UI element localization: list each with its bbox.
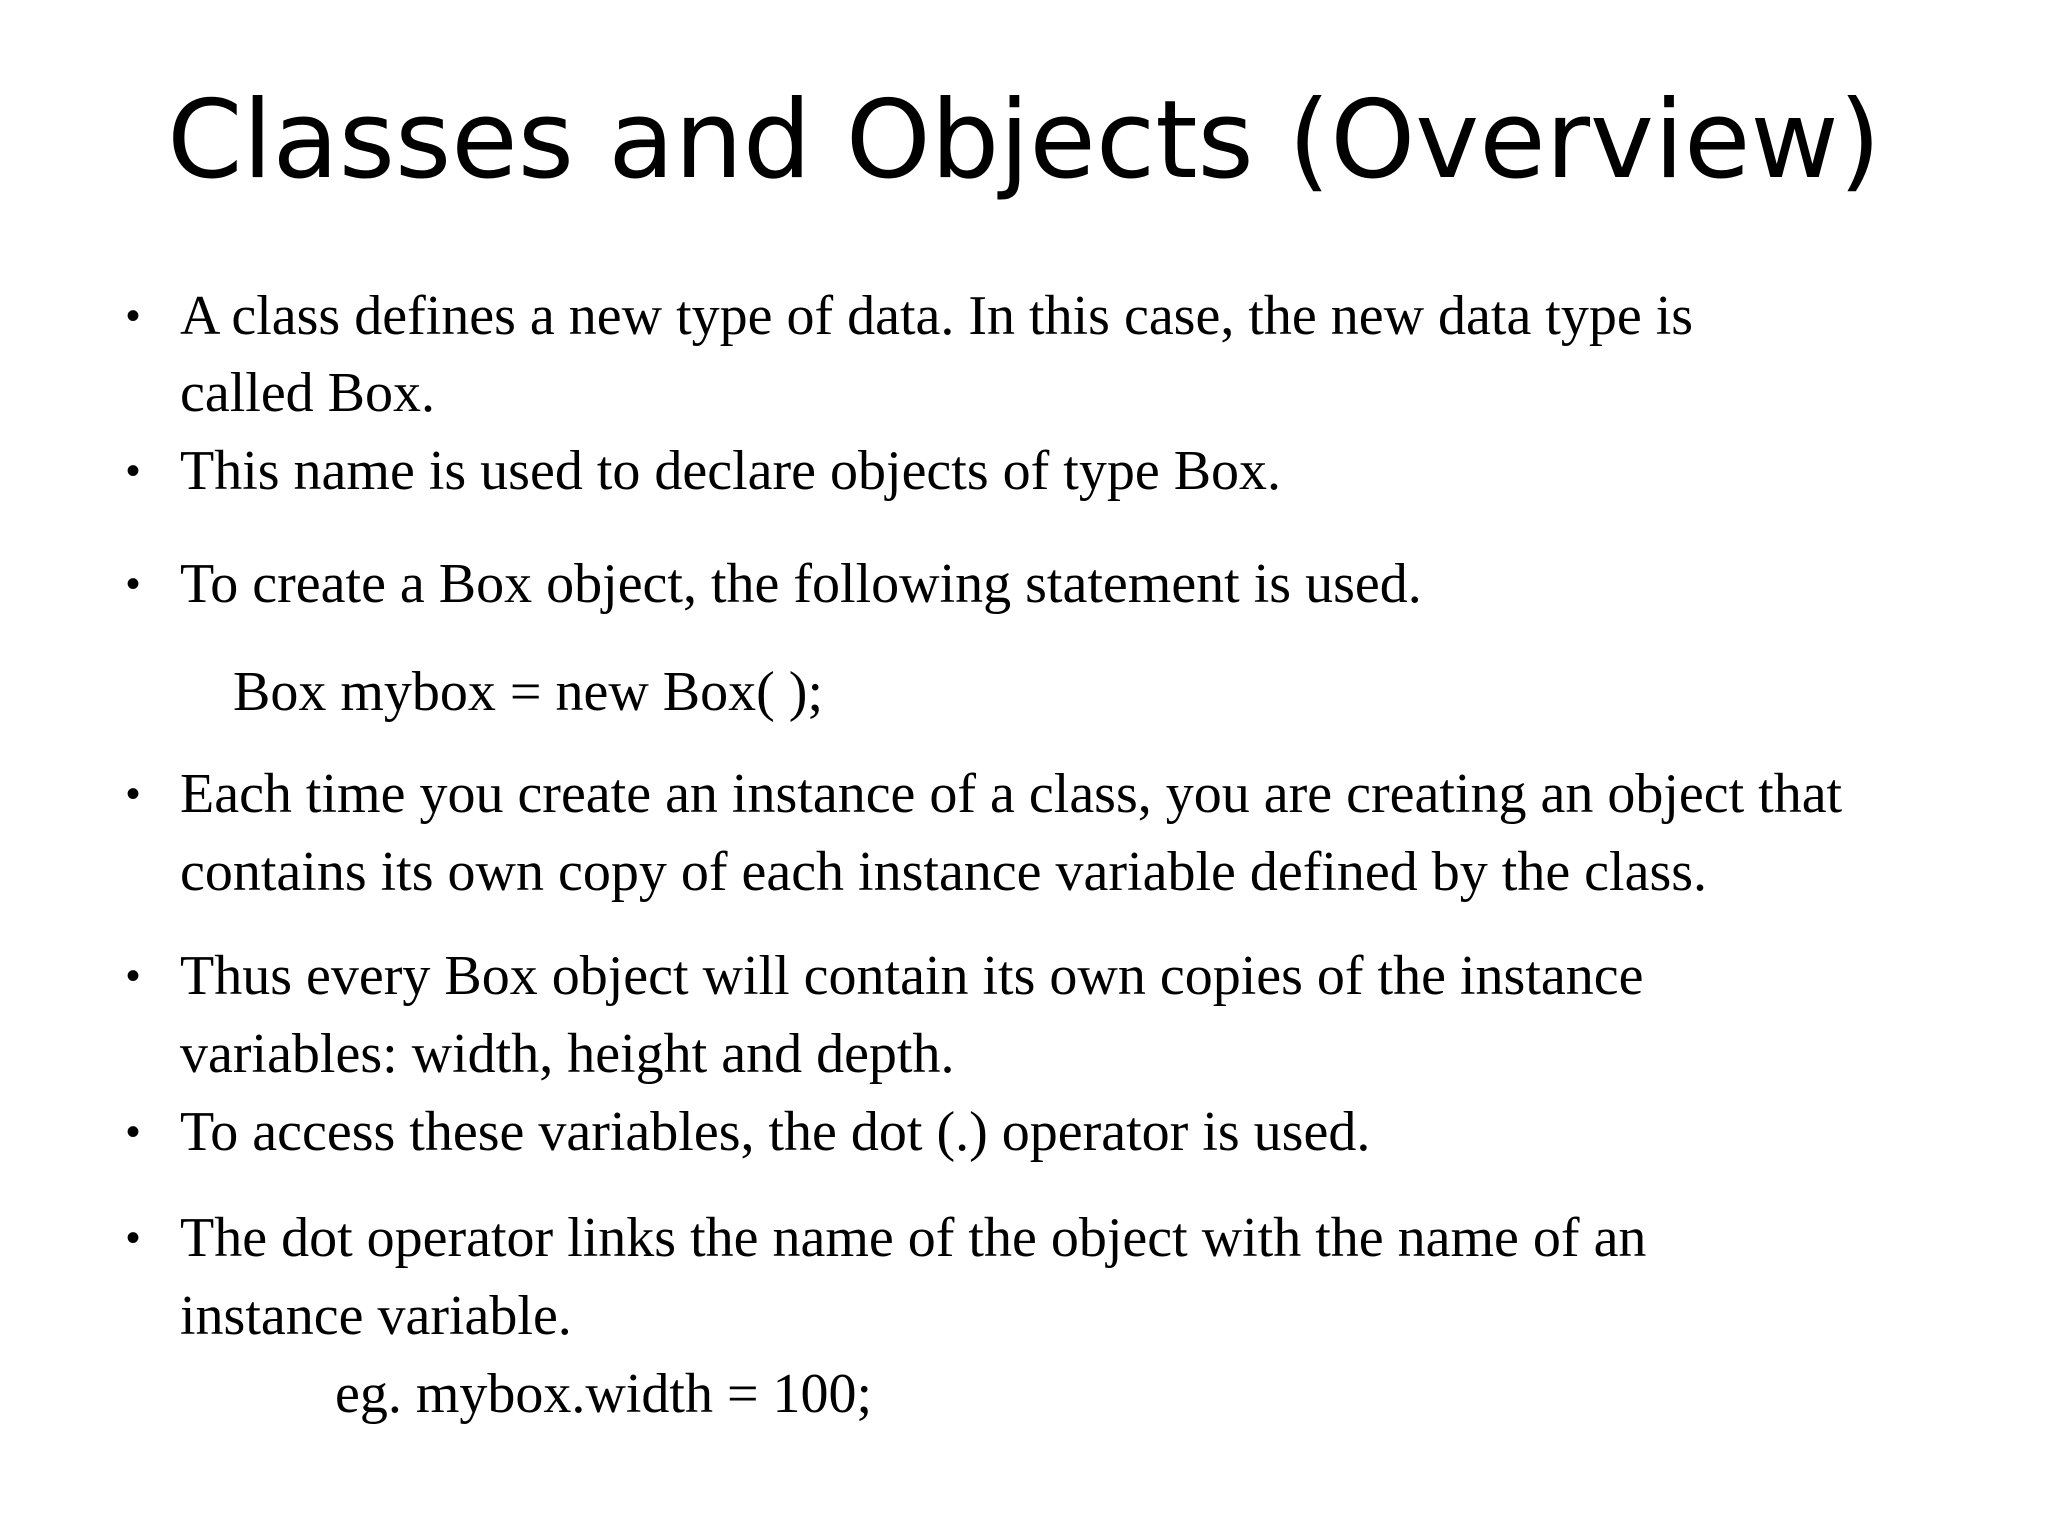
bullet-3-line-1: To create a Box object, the following statement is used. bbox=[180, 553, 1422, 615]
bullet-marker: • bbox=[126, 1110, 141, 1154]
bullet-5-line-2: variables: width, height and depth. bbox=[180, 1023, 955, 1085]
bullet-2-line-1: This name is used to declare objects of type Box. bbox=[180, 440, 1282, 502]
bullet-marker: • bbox=[126, 954, 141, 998]
bullet-marker: • bbox=[126, 449, 141, 493]
bullet-5-line-1: Thus every Box object will contain its own copies of the instance bbox=[180, 945, 1644, 1007]
bullet-7-line-2: instance variable. bbox=[180, 1285, 572, 1347]
bullet-4-line-2: contains its own copy of each instance variable defined by the class. bbox=[180, 841, 1708, 903]
bullet-7-line-1: The dot operator links the name of the object with the name of an bbox=[180, 1207, 1647, 1269]
bullet-marker: • bbox=[126, 562, 141, 606]
bullet-6-line-1: To access these variables, the dot (.) operator is used. bbox=[180, 1101, 1371, 1163]
bullet-marker: • bbox=[126, 1216, 141, 1260]
bullet-4-line-1: Each time you create an instance of a class, you are creating an object that bbox=[180, 763, 1843, 825]
bullet-marker: • bbox=[126, 294, 141, 338]
bullet-1-line-1: A class defines a new type of data. In this case, the new data type is bbox=[180, 285, 1694, 347]
bullet-1-line-2: called Box. bbox=[180, 362, 436, 424]
code-example-dot-operator: eg. mybox.width = 100; bbox=[335, 1363, 873, 1425]
slide-title: Classes and Objects (Overview) bbox=[167, 78, 1881, 203]
code-example-box-creation: Box mybox = new Box( ); bbox=[233, 661, 823, 723]
bullet-marker: • bbox=[126, 772, 141, 816]
